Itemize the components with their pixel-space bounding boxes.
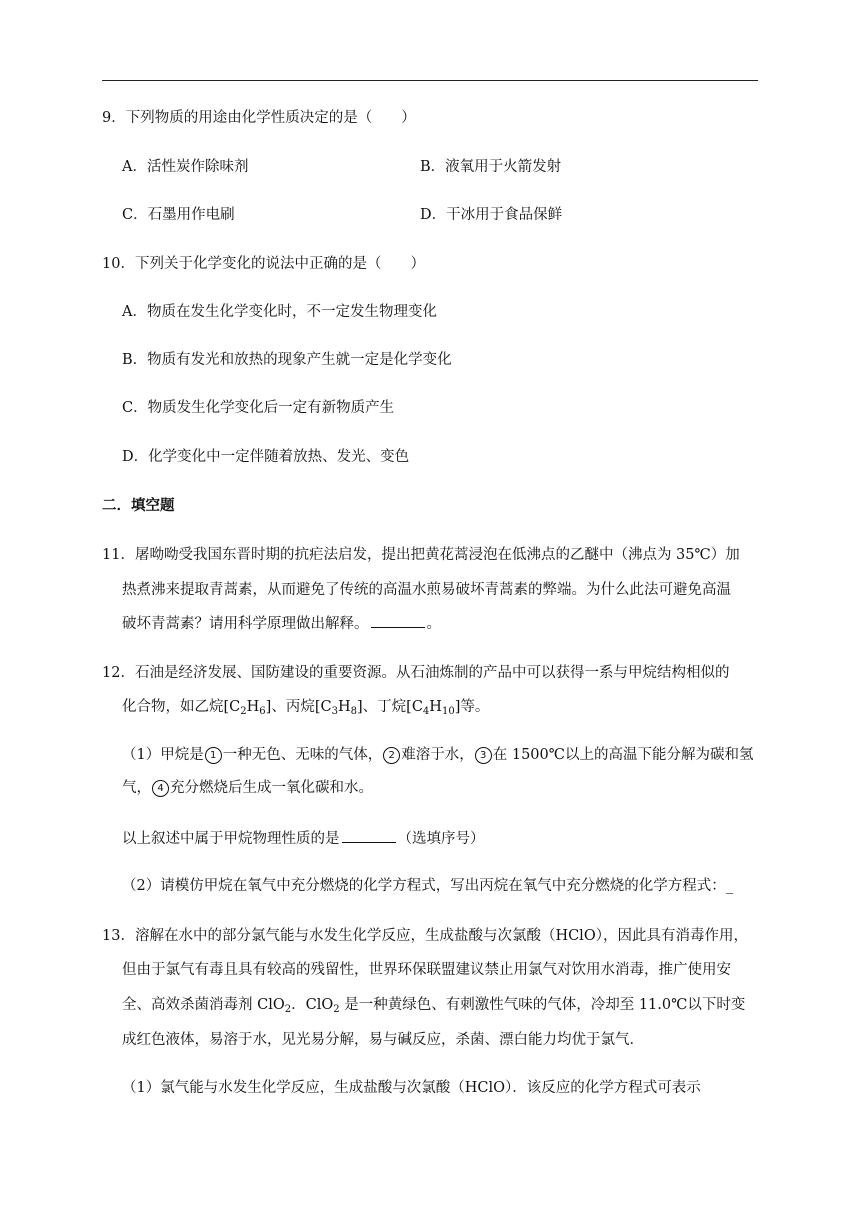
q13-line4: 成红色液体，易溶于水，见光易分解，易与碱反应，杀菌、漂白能力均优于氯气．: [122, 1032, 644, 1048]
q12-part2: （2）请模仿甲烷在氧气中充分燃烧的化学方程式，写出丙烷在氧气中充分燃烧的化学方程式：_: [122, 878, 733, 894]
circled-number: 3: [475, 747, 492, 764]
q9-option-a[interactable]: A．活性炭作除味剂: [122, 159, 249, 175]
q11-line2: 热煮沸来提取青蒿素，从而避免了传统的高温水煎易破坏青蒿素的弊端。为什么此法可避免高温: [122, 582, 731, 598]
q12-line2: 化合物，如乙烷$[C_2H_6]$、丙烷$[C_3H_8]$、丁烷$[C_4H_{10}]$等。: [122, 699, 490, 717]
q10-option-c[interactable]: C．物质发生化学变化后一定有新物质产生: [122, 400, 395, 416]
q11-line3: [122, 613, 441, 634]
circled-number: 2: [383, 747, 400, 764]
q13-line1: 13．溶解在水中的部分氯气能与水发生化学反应，生成盐酸与次氯酸（HClO），因此具有消毒作用，: [102, 928, 748, 944]
section-title: 二．填空题: [102, 497, 175, 514]
q10-option-a[interactable]: A．物质在发生化学变化时，不一定发生物理变化: [122, 304, 437, 320]
q11-line3-text: 破坏青蒿素？请用科学原理做出解释。: [122, 616, 369, 632]
q12-part1-line2: 气， 4 充分燃烧后生成一氧化碳和水。: [122, 780, 373, 796]
q10-option-d[interactable]: D．化学变化中一定伴随着放热、发光、变色: [122, 449, 410, 465]
answer-blank[interactable]: [342, 828, 396, 843]
q9-stem: 9．下列物质的用途由化学性质决定的是（ ）: [102, 110, 416, 126]
q13-line5: （1）氯气能与水发生化学反应，生成盐酸与次氯酸（HClO）．该反应的化学方程式可表示: [122, 1080, 701, 1096]
q11-line1: 11．屠呦呦受我国东晋时期的抗疟法启发，提出把黄花蒿浸泡在低沸点的乙醚中（沸点为 35℃）加: [102, 547, 740, 563]
q13-line2: 但由于氯气有毒且具有较高的残留性，世界环保联盟建议禁止用氯气对饮用水消毒，推广使用安: [122, 962, 731, 978]
q10-stem: 10．下列关于化学变化的说法中正确的是（ ）: [102, 256, 425, 272]
header-rule: [102, 80, 758, 81]
circled-number: 1: [205, 747, 222, 764]
q9-option-b[interactable]: B．液氧用于火箭发射: [420, 159, 562, 175]
q9-option-d[interactable]: D．干冰用于食品保鲜: [420, 207, 563, 223]
q9-option-c[interactable]: C．石墨用作电刷: [122, 207, 235, 223]
answer-blank[interactable]: [371, 613, 425, 628]
q12-part1-line3: 以上叙述中属于甲烷物理性质的是 （选填序号）: [122, 828, 485, 849]
q12-line1: 12．石油是经济发展、国防建设的重要资源。从石油炼制的产品中可以获得一系与甲烷结构相似的: [102, 665, 730, 681]
circled-number: 4: [152, 780, 169, 797]
q13-line3: 全、高效杀菌消毒剂 ClO$_2$．ClO$_2$ 是一种黄绿色、有刺激性气味的气体，冷却至 11.0℃以下时变: [122, 997, 746, 1015]
q12-part1-line1: （1）甲烷是 1 一种无色、无味的气体， 2 难溶于水， 3 在 1500℃以上的高温下能分解为碳和氢: [122, 747, 754, 763]
q11-line3-end: 。: [426, 616, 441, 632]
q10-option-b[interactable]: B．物质有发光和放热的现象产生就一定是化学变化: [122, 352, 452, 368]
